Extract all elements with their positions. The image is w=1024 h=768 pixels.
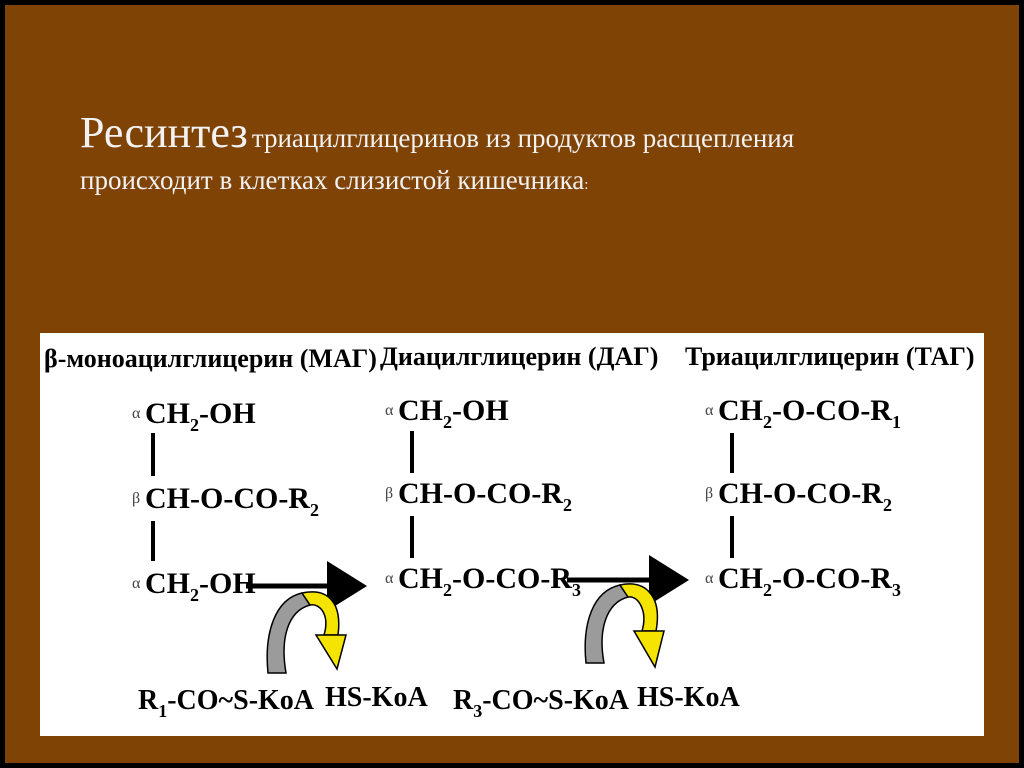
alpha-label: α [385,402,394,419]
reaction-diagram-panel [40,333,984,736]
alpha-label: α [385,570,394,587]
beta-label: β [132,490,141,507]
alpha-label: α [705,402,714,419]
yellow-arrow-head [634,631,664,667]
title-line1-rest: триацилглицеринов из продуктов расщепления [251,123,795,153]
reagent-1-substrate: $R_1-CO\sim S$-KoA [138,685,315,721]
mag-row-1: $CH_2-OH$ [145,397,256,435]
yellow-arrow-head [316,635,346,669]
header-tag: Триацилглицерин (ТАГ) [685,342,975,371]
tag-row-2: $CH-O-CO-R_2$ [718,477,892,515]
beta-label: β [705,485,714,502]
gray-curved-arrow [585,585,628,663]
reagent-2-substrate: $R_3-CO\sim S$-KoA [453,685,630,721]
dag-row-2: $CH-O-CO-R_2$ [398,477,572,515]
gray-curved-arrow [267,593,310,673]
title-colon: : [584,176,589,193]
molecule-mag [132,397,319,605]
tag-row-1: $CH_2-O-CO-R_1$ [718,394,901,432]
reagent-2-product: HS-KoA [637,682,740,713]
header-dag: Диацилглицерин (ДАГ) [380,342,659,371]
beta-label: β [385,485,394,502]
alpha-label: α [132,575,141,592]
mag-row-3: $CH_2-OH$ [145,567,256,605]
alpha-label: α [705,570,714,587]
yellow-curved-arrow-body [620,584,657,631]
reagent-1-product: HS-KoA [325,682,428,713]
molecule-dag [385,394,581,600]
header-mag: β-моноацилглицерин (МАГ) [44,344,377,373]
title-line2: происходит в клетках слизистой кишечника [80,164,585,195]
yellow-curved-arrow-body [302,592,339,635]
cofactor-arrows-1 [267,592,346,673]
molecule-tag [705,394,901,600]
alpha-label: α [132,405,141,422]
title-keyword: Ресинтез [80,108,248,157]
dag-row-1: $CH_2-OH$ [398,394,509,432]
dag-row-3: $CH_2-O-CO-R_3$ [398,562,581,600]
cofactor-arrows-2 [585,584,664,667]
slide-title [80,107,980,197]
mag-row-2: $CH-O-CO-R_2$ [145,482,319,520]
tag-row-3: $CH_2-O-CO-R_3$ [718,562,901,600]
reaction-diagram [40,333,984,736]
